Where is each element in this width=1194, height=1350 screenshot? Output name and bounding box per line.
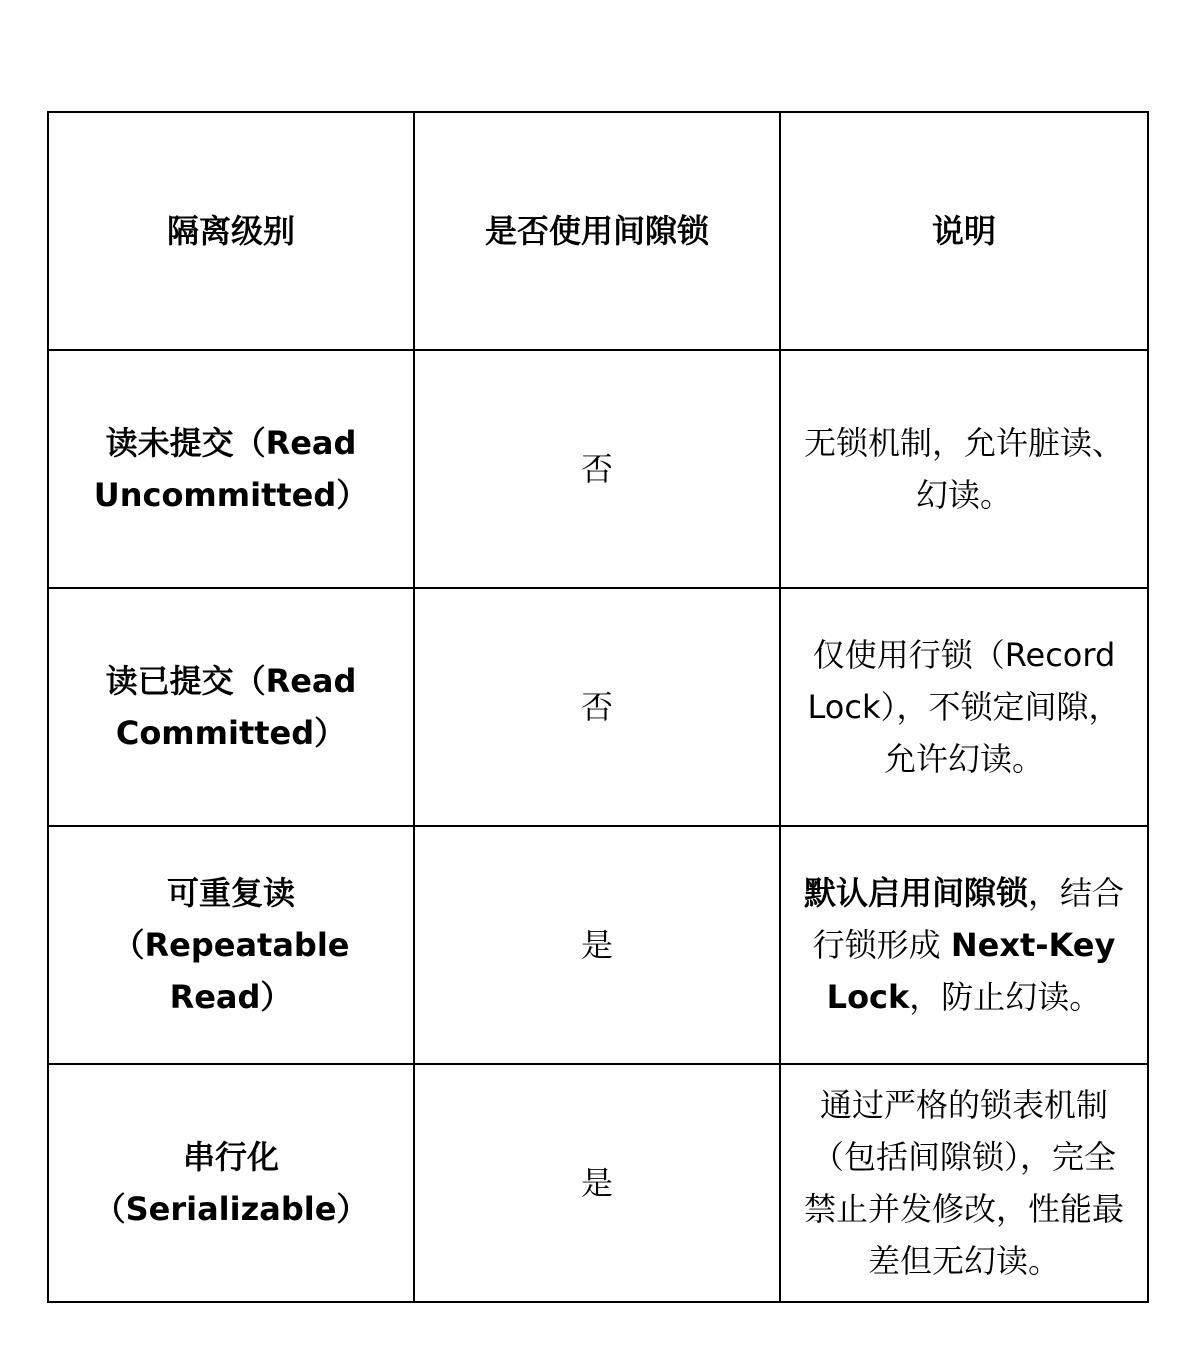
- table-header-row: [48, 112, 1148, 350]
- table-row: [48, 350, 1148, 588]
- table-row: [48, 588, 1148, 826]
- desc-part: ，防止幻读。: [909, 978, 1102, 1016]
- desc-bold-part: 默认启用间隙锁: [803, 874, 1028, 912]
- cell-uses-gap-lock: 否: [414, 588, 780, 826]
- table-row: [48, 1064, 1148, 1302]
- table-row: [48, 826, 1148, 1064]
- cell-description: 通过严格的锁表机制（包括间隙锁），完全禁止并发修改，性能最差但无幻读。: [780, 1064, 1148, 1302]
- cell-uses-gap-lock: 是: [414, 1064, 780, 1302]
- cell-isolation-level: 串行化（Serializable）: [48, 1064, 414, 1302]
- cell-description: 仅使用行锁（Record Lock），不锁定间隙，允许幻读。: [780, 588, 1148, 826]
- header-description: 说明: [780, 112, 1148, 350]
- cell-uses-gap-lock: 是: [414, 826, 780, 1064]
- cell-description: [780, 826, 1148, 1064]
- cell-isolation-level: 读未提交（Read Uncommitted）: [48, 350, 414, 588]
- cell-description: 无锁机制，允许脏读、幻读。: [780, 350, 1148, 588]
- desc-bold-part: Next-Key Lock: [826, 926, 1116, 1016]
- desc-part: ，结合行锁形成: [812, 874, 1125, 964]
- header-isolation-level: 隔离级别: [48, 112, 414, 350]
- isolation-level-table: [47, 111, 1149, 1303]
- cell-uses-gap-lock: 否: [414, 350, 780, 588]
- header-uses-gap-lock: 是否使用间隙锁: [414, 112, 780, 350]
- cell-isolation-level: 可重复读（Repeatable Read）: [48, 826, 414, 1064]
- cell-isolation-level: 读已提交（Read Committed）: [48, 588, 414, 826]
